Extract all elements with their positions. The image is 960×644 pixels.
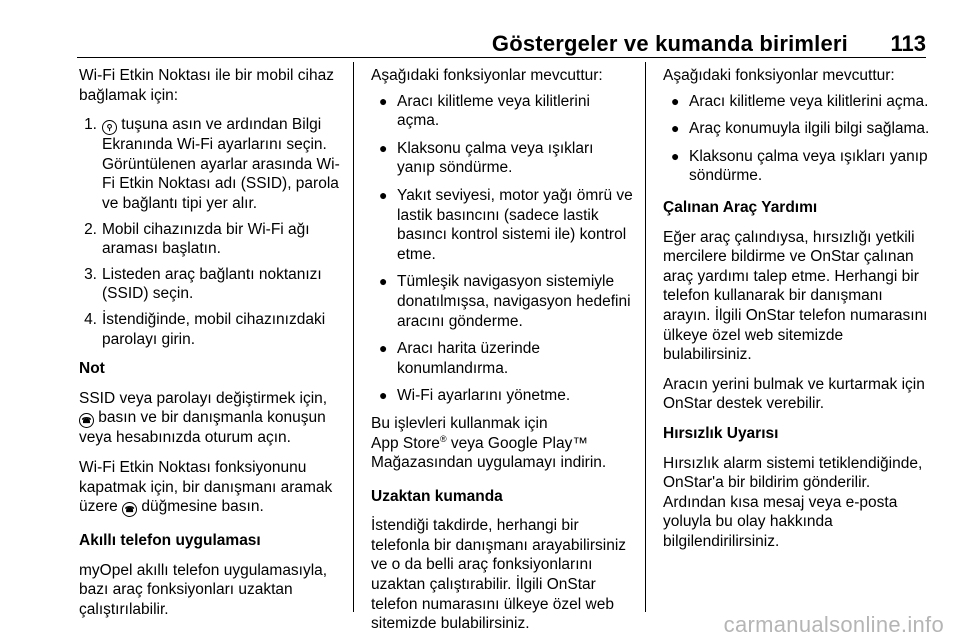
list-item xyxy=(663,92,933,112)
list-item xyxy=(663,147,933,186)
step-number: 1. xyxy=(84,116,97,134)
theft-text: Hırsızlık alarm sistemi tetiklendiğinde, OnStar'a bir bildirim gönderilir. Ardından kısa mesaj veya e-posta yoluyla bu olay hakkında bilgilendirilirsiniz. xyxy=(663,454,923,550)
column-divider xyxy=(645,62,646,612)
bullet-text: Tümleşik navigasyon sistemiyle donatılmışsa, navigasyon hedefini aracını gönderme. xyxy=(397,273,631,330)
bullet-icon: ● xyxy=(379,387,388,404)
note-heading: Not xyxy=(79,360,105,378)
column-2 xyxy=(371,66,633,644)
step-text: İstendiğinde, mobil cihazınızdaki parolayı girin. xyxy=(102,310,326,348)
step-text-body: tuşuna asın ve ardından Bilgi Ekranında Wi-Fi ayarlarını seçin. Görüntülenen ayarlar arasında Wi-Fi Etkin Noktası adı (SSID), parola ve bağlantı tipi yer alır. xyxy=(102,116,340,212)
bullet-text: Aracı kilitleme veya kilitlerini açma. xyxy=(397,92,590,130)
bullet-icon: ● xyxy=(671,92,680,109)
bullet-icon: ● xyxy=(379,139,388,156)
list-item xyxy=(663,119,933,139)
list-item xyxy=(79,115,347,213)
download-line-2: veya Google Play™ xyxy=(446,434,588,452)
watermark: carmanualsonline.info xyxy=(723,612,944,637)
registered-mark: ® xyxy=(439,433,447,444)
bullet-icon: ● xyxy=(379,340,388,357)
note-text xyxy=(79,389,347,448)
functions-intro: Aşağıdaki fonksiyonlar mevcuttur: xyxy=(371,67,603,84)
download-line-1: Bu işlevleri kullanmak için xyxy=(371,414,548,432)
bullet-text: Yakıt seviyesi, motor yağı ömrü ve lastik basıncını (sadece lastik basıncı kontrol sistemi ile) kontrol etme. xyxy=(397,186,633,263)
download-text xyxy=(371,414,633,473)
step-number: 4. xyxy=(84,310,97,328)
remote-heading: Uzaktan kumanda xyxy=(371,487,503,505)
turnoff-text-post: düğmesine basın. xyxy=(137,498,264,516)
bullet-icon: ● xyxy=(671,120,680,137)
list-item xyxy=(371,386,633,406)
theft-heading: Hırsızlık Uyarısı xyxy=(663,424,779,442)
turnoff-text-pre: Wi-Fi Etkin Noktası fonksiyonunu kapatmak için, bir danışmanı aramak üzere xyxy=(79,458,333,516)
step-text: Mobil cihazınızda bir Wi-Fi ağı araması başlatın. xyxy=(102,220,310,258)
download-appstore: App Store xyxy=(371,434,440,452)
page-number: 113 xyxy=(890,31,926,56)
turnoff-text xyxy=(79,458,347,517)
stolen-heading: Çalınan Araç Yardımı xyxy=(663,198,818,216)
bullet-icon: ● xyxy=(671,147,680,164)
column-1 xyxy=(79,66,347,629)
stolen-text: Eğer araç çalındıysa, hırsızlığı yetkili mercilere bildirme ve OnStar çalınan araç yardımı talep etme. Herhangi bir telefon kullanarak bir danışmanı arayın. İlgili OnStar telefon numarasını ülkeye özel web sitemizde bulabilirsiniz. xyxy=(663,228,928,364)
step-number: 2. xyxy=(84,220,97,238)
bullet-icon: ● xyxy=(379,186,388,203)
service-button-icon: ☎ xyxy=(79,413,94,428)
list-item xyxy=(79,220,347,259)
functions-list xyxy=(371,92,633,406)
note-text-pre: SSID veya parolayı değiştirmek için, xyxy=(79,389,328,407)
page-title: Göstergeler ve kumanda birimleri xyxy=(491,31,848,56)
functions-list xyxy=(663,92,933,186)
list-item xyxy=(371,272,633,331)
column-divider xyxy=(353,62,354,612)
list-item xyxy=(371,186,633,264)
note-text-post: basın ve bir danışmanla konuşun veya hesabınızda oturum açın. xyxy=(79,409,326,447)
locate-text: Aracın yerini bulmak ve kurtarmak için OnStar destek verebilir. xyxy=(663,375,925,413)
step-text xyxy=(102,115,347,213)
list-item xyxy=(371,139,633,178)
step-text: Listeden araç bağlantı noktanızı (SSID) seçin. xyxy=(102,265,322,303)
step-number: 3. xyxy=(84,265,97,283)
functions-intro: Aşağıdaki fonksiyonlar mevcuttur: xyxy=(663,67,895,84)
list-item xyxy=(371,92,633,131)
page-header xyxy=(0,22,960,62)
column-3 xyxy=(663,66,933,561)
remote-text: İstendiği takdirde, herhangi bir telefonla bir danışmanı arayabilirsiniz ve o da belli araç fonksiyonlarını uzaktan çalıştırabilir. İlgili OnStar telefon numarasını ülkeye özel web sitemizde bulabilirsiniz. xyxy=(371,517,627,633)
bullet-icon: ● xyxy=(379,92,388,109)
bullet-text: Klaksonu çalma veya ışıkları yanıp söndürme. xyxy=(397,139,594,177)
wifi-intro: Wi-Fi Etkin Noktası ile bir mobil cihaz bağlamak için: xyxy=(79,67,334,104)
service-button-icon: ☎ xyxy=(122,502,137,517)
smartphone-text: myOpel akıllı telefon uygulamasıyla, bazı araç fonksiyonları uzaktan çalıştırılabilir. xyxy=(79,561,328,618)
list-item xyxy=(371,339,633,378)
bullet-text: Wi-Fi ayarlarını yönetme. xyxy=(397,387,571,405)
list-item xyxy=(79,310,347,349)
bullet-text: Araç konumuyla ilgili bilgi sağlama. xyxy=(689,120,930,138)
smartphone-heading: Akıllı telefon uygulaması xyxy=(79,532,261,550)
bullet-text: Aracı harita üzerinde konumlandırma. xyxy=(397,340,541,377)
bullet-text: Klaksonu çalma veya ışıkları yanıp söndürme. xyxy=(689,147,928,185)
bullet-icon: ● xyxy=(379,273,388,290)
header-rule xyxy=(77,57,926,58)
bullet-text: Aracı kilitleme veya kilitlerini açma. xyxy=(689,92,929,110)
download-line-3: Mağazasından uygulamayı indirin. xyxy=(371,454,607,472)
onstar-button-icon: ⚲ xyxy=(102,120,117,135)
list-item xyxy=(79,265,347,304)
wifi-steps xyxy=(79,115,347,349)
